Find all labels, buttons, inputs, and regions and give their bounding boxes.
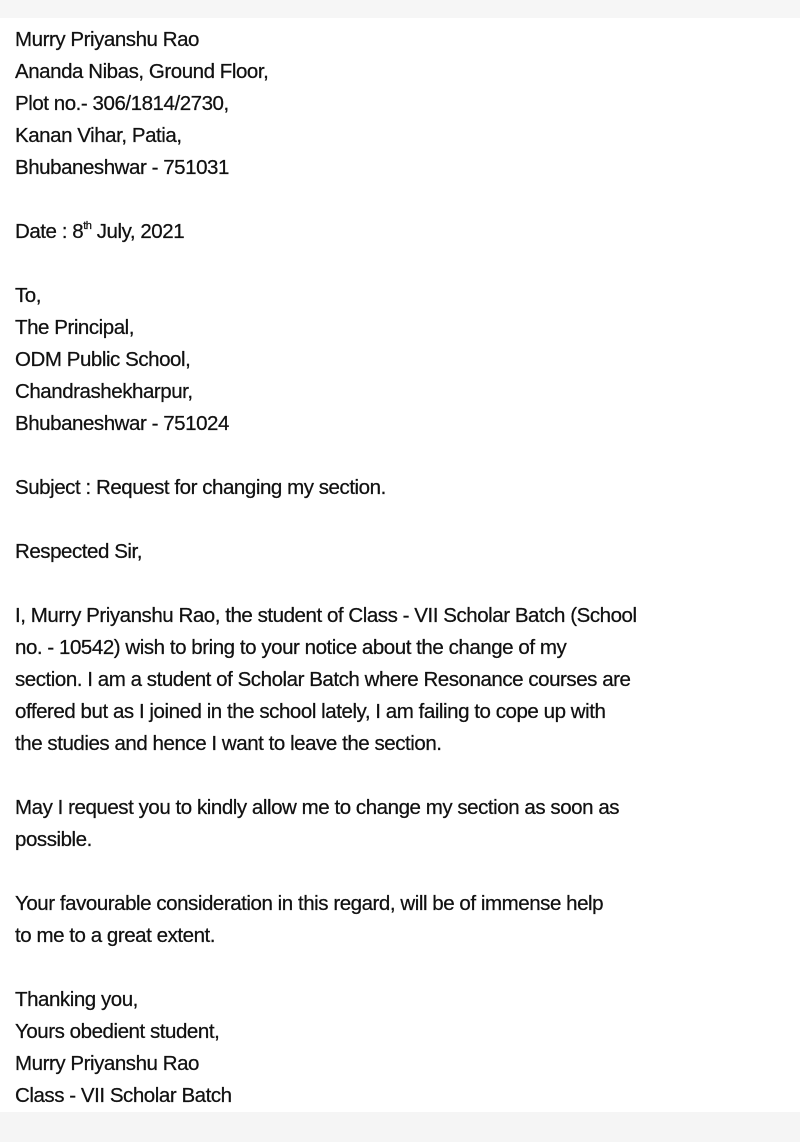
sender-address-line: Bhubaneshwar - 751031 (15, 156, 229, 179)
closing-sign-off: Yours obedient student, (15, 1020, 220, 1043)
recipient-line: ODM Public School, (15, 348, 191, 371)
sender-address-line: Kanan Vihar, Patia, (15, 124, 182, 147)
closing-name: Murry Priyanshu Rao (15, 1052, 199, 1075)
body-line: May I request you to kindly allow me to change my section as soon as (15, 796, 620, 819)
body-paragraph-1 (15, 600, 790, 760)
recipient-block (15, 280, 790, 440)
body-line: no. - 10542) wish to bring to your notice about the change of my (15, 636, 567, 659)
body-line: I, Murry Priyanshu Rao, the student of Class - VII Scholar Batch (School (15, 604, 637, 627)
date-ordinal-suffix: th (83, 220, 92, 232)
spacer (15, 952, 790, 984)
body-line: the studies and hence I want to leave the section. (15, 732, 442, 755)
spacer (15, 568, 790, 600)
closing-class: Class - VII Scholar Batch (15, 1084, 232, 1107)
body-line: Your favourable consideration in this regard, will be of immense help (15, 892, 604, 915)
sender-address-line: Plot no.- 306/1814/2730, (15, 92, 229, 115)
letter-document (15, 24, 790, 1112)
body-paragraph-2 (15, 792, 790, 856)
recipient-line: Bhubaneshwar - 751024 (15, 412, 229, 435)
date-rest: July, 2021 (91, 220, 185, 243)
bottom-margin-band (0, 1112, 800, 1142)
sender-name: Murry Priyanshu Rao (15, 28, 199, 51)
body-line: offered but as I joined in the school lately, I am failing to cope up with (15, 700, 606, 723)
letter-salutation: Respected Sir, (15, 540, 143, 563)
letter-date (15, 216, 790, 248)
spacer (15, 760, 790, 792)
body-line: possible. (15, 828, 92, 851)
letter-subject: Subject : Request for changing my section. (15, 476, 386, 499)
date-prefix: Date : 8 (15, 220, 84, 243)
body-paragraph-3 (15, 888, 790, 952)
body-line: to me to a great extent. (15, 924, 216, 947)
spacer (15, 440, 790, 472)
recipient-line: The Principal, (15, 316, 135, 339)
recipient-to: To, (15, 284, 41, 307)
body-line: section. I am a student of Scholar Batch where Resonance courses are (15, 668, 631, 691)
spacer (15, 504, 790, 536)
spacer (15, 856, 790, 888)
closing-block (15, 984, 790, 1112)
recipient-line: Chandrashekharpur, (15, 380, 193, 403)
spacer (15, 184, 790, 216)
spacer (15, 248, 790, 280)
closing-thanks: Thanking you, (15, 988, 138, 1011)
sender-address-line: Ananda Nibas, Ground Floor, (15, 60, 269, 83)
top-margin-band (0, 0, 800, 18)
sender-block (15, 24, 790, 184)
